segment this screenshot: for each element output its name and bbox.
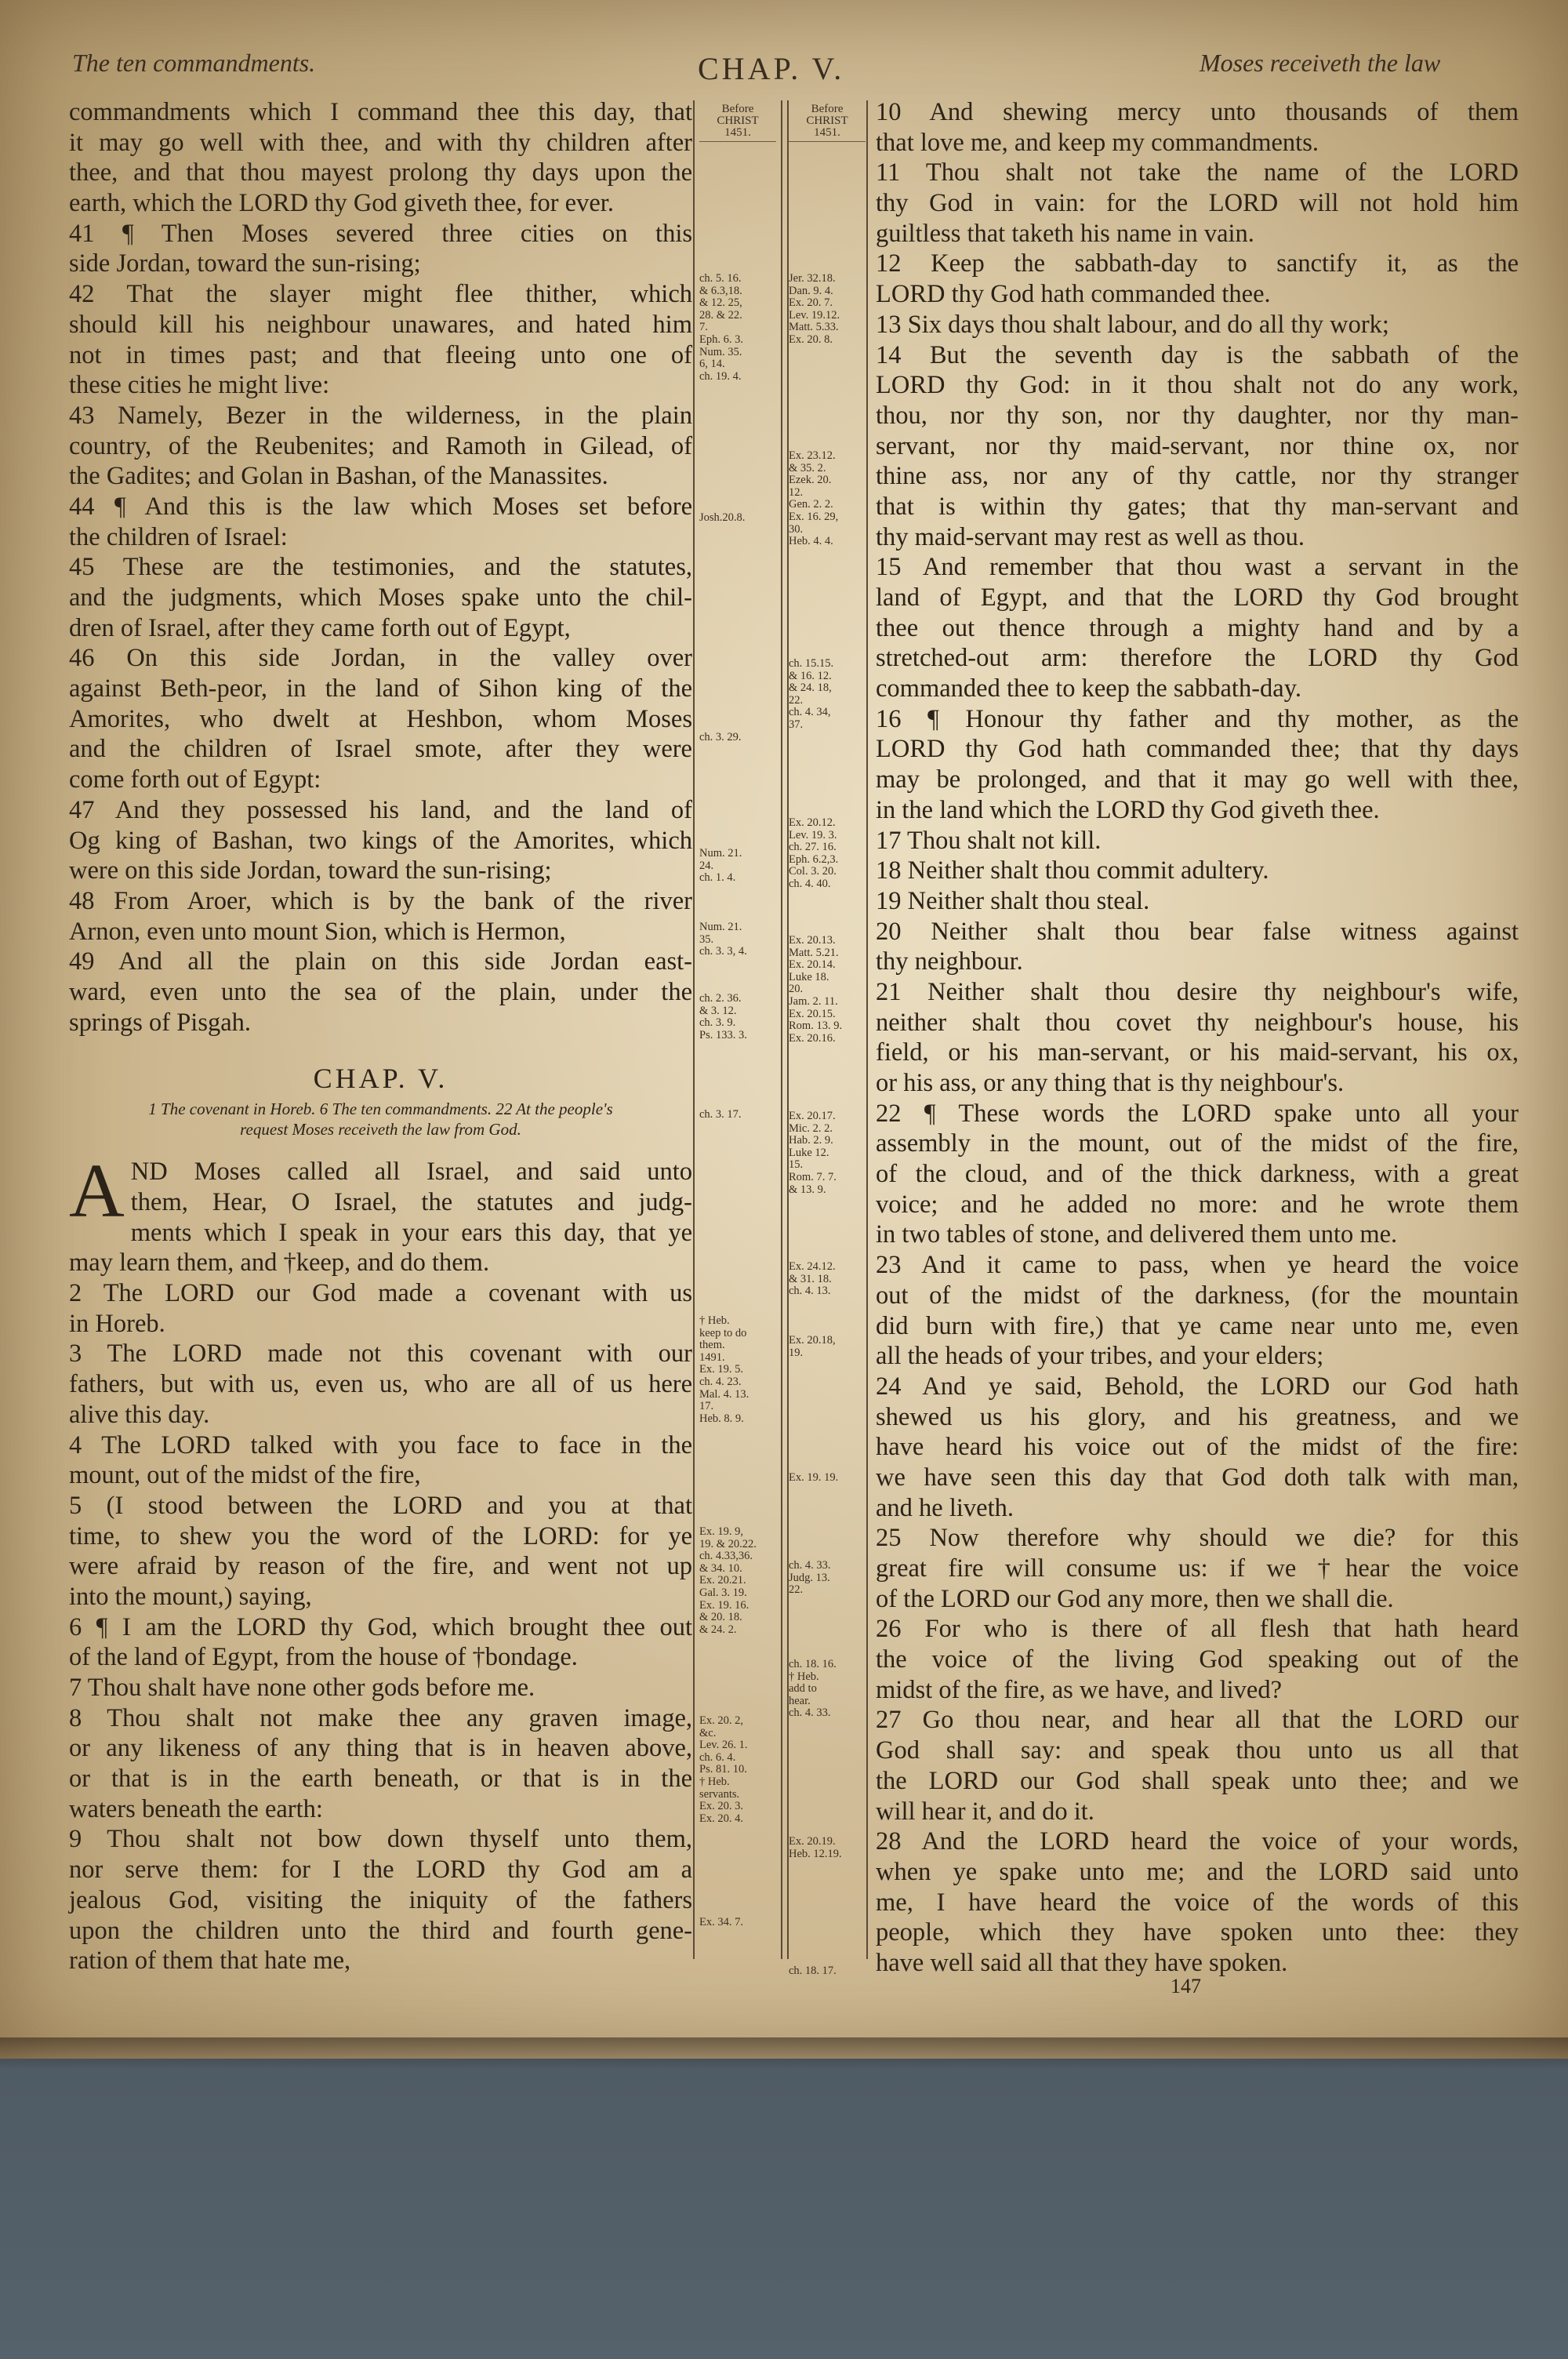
margin-references-2 — [789, 103, 866, 1977]
chapter-summary-line: request Moses receiveth the law from God. — [240, 1120, 521, 1140]
text-line: out of the midst of the darkness, (for the mountain — [876, 1281, 1519, 1310]
margin-note: ch. 15.15. & 16. 12. & 24. 18, 22. ch. 4. 34, 37. — [789, 657, 834, 731]
text-line: in two tables of stone, and delivered them unto me. — [876, 1220, 1398, 1249]
text-line: country, of the Reubenites; and Ramoth in Gilead, of — [69, 431, 692, 460]
text-line: Arnon, even unto mount Sion, which is Hermon, — [69, 917, 566, 946]
text-line: land of Egypt, and that the LORD thy God brought — [876, 583, 1519, 612]
text-line: or that is in the earth beneath, or that is in the — [69, 1765, 692, 1794]
margin-note: Josh.20.8. — [699, 511, 746, 524]
text-line: all the heads of your tribes, and your elders; — [876, 1342, 1324, 1371]
text-line: thou, nor thy son, nor thy daughter, nor thy man- — [876, 401, 1519, 430]
text-line: come forth out of Egypt: — [69, 765, 321, 794]
margin-note: Ex. 20.13. Matt. 5.21. Ex. 20.14. Luke 18. 20. Jam. 2. 11. Ex. 20.15. Rom. 13. 9. Ex. 20.16. — [789, 934, 843, 1045]
page-edge-shadow — [0, 2037, 1568, 2069]
text-line: and he liveth. — [876, 1493, 1014, 1522]
text-line: that is within thy gates; that thy man-servant and — [876, 492, 1519, 521]
text-line: were on this side Jordan, toward the sun-rising; — [69, 856, 552, 885]
text-line: LORD thy God hath commanded thee. — [876, 280, 1271, 309]
text-line: 19 Neither shalt thou steal. — [876, 886, 1150, 915]
text-line: 48 From Aroer, which is by the bank of the river — [69, 886, 692, 915]
text-line: in Horeb. — [69, 1309, 165, 1338]
text-line: commandments which I command thee this day, that — [69, 98, 692, 126]
text-line: 45 These are the testimonies, and the statutes, — [69, 553, 692, 582]
text-line: or any likeness of any thing that is in heaven above, — [69, 1734, 692, 1763]
text-line: LORD thy God hath commanded thee; that thy days — [876, 735, 1519, 764]
text-line: 6 ¶ I am the LORD thy God, which brought thee out — [69, 1612, 692, 1641]
text-line: commanded thee to keep the sabbath-day. — [876, 674, 1301, 703]
text-line: midst of the fire, as we have, and lived? — [876, 1675, 1283, 1704]
margin-header: Before CHRIST 1451. — [699, 104, 776, 142]
chapter-summary-line: 1 The covenant in Horeb. 6 The ten commandments. 22 At the people's — [148, 1100, 613, 1119]
text-line: dren of Israel, after they came forth out of Egypt, — [69, 613, 571, 642]
text-line: 23 And it came to pass, when ye heard the voice — [876, 1251, 1519, 1280]
text-line: 17 Thou shalt not kill. — [876, 826, 1102, 855]
text-line: waters beneath the earth: — [69, 1794, 323, 1823]
text-line: will hear it, and do it. — [876, 1797, 1094, 1826]
text-line: thee, and that thou mayest prolong thy days upon the — [69, 158, 692, 187]
text-line: of the cloud, and of the thick darkness, with a great — [876, 1160, 1519, 1189]
text-line: ND Moses called all Israel, and said unto — [130, 1158, 692, 1187]
spacer — [69, 1038, 692, 1055]
text-line: 16 ¶ Honour thy father and thy mother, as the — [876, 704, 1519, 733]
margin-note: Ex. 23.12. & 35. 2. Ezek. 20. 12. Gen. 2. 2. Ex. 16. 29, 30. Heb. 4. 4. — [789, 449, 839, 548]
text-line: when ye spake unto me; and the LORD said unto — [876, 1857, 1519, 1886]
text-line: may learn them, and †keep, and do them. — [69, 1249, 490, 1278]
text-line: the Gadites; and Golan in Bashan, of the Manassites. — [69, 462, 608, 491]
text-line: 20 Neither shalt thou bear false witness against — [876, 917, 1519, 946]
text-line: these cities he might live: — [69, 371, 330, 400]
drop-cap: A — [69, 1149, 125, 1234]
margin-header: Before CHRIST 1451. — [789, 104, 866, 142]
text-line: me, I have heard the voice of the words of this — [876, 1888, 1519, 1917]
text-line: thine ass, nor any of thy cattle, nor thy stranger — [876, 462, 1519, 491]
text-line: earth, which the LORD thy God giveth thee, for ever. — [69, 189, 614, 218]
text-line: may be prolonged, and that it may go well with thee, — [876, 765, 1519, 794]
margin-note: ch. 5. 16. & 6.3,18. & 12. 25, 28. & 22. 7. Eph. 6. 3. Num. 35. 6, 14. ch. 19. 4. — [699, 272, 743, 383]
margin-note: Jer. 32.18. Dan. 9. 4. Ex. 20. 7. Lev. 19.12. Matt. 5.33. Ex. 20. 8. — [789, 272, 840, 346]
text-line: thy God in vain: for the LORD will not hold him — [876, 189, 1519, 218]
column-rule — [781, 100, 782, 1959]
margin-note: ch. 3. 29. — [699, 731, 742, 743]
deut-4-verses — [69, 97, 692, 1038]
text-line: 12 Keep the sabbath-day to sanctify it, as the — [876, 249, 1519, 278]
text-line: fathers, but with us, even us, who are all of us here — [69, 1370, 692, 1399]
margin-note: Ex. 24.12. & 31. 18. ch. 4. 13. — [789, 1260, 836, 1298]
text-line: 9 Thou shalt not bow down thyself unto them, — [69, 1825, 692, 1854]
margin-note: Ex. 20. 2, &c. Lev. 26. 1. ch. 6. 4. Ps. 81. 10. † Heb. servants. Ex. 20. 3. Ex. 20. 4. — [699, 1714, 748, 1825]
text-line: 21 Neither shalt thou desire thy neighbour's wife, — [876, 977, 1519, 1006]
running-head-left: The ten commandments. — [72, 49, 316, 77]
text-line: thy maid-servant may rest as well as thou. — [876, 522, 1305, 551]
text-line: servant, nor thy maid-servant, nor thine ox, nor — [876, 431, 1519, 460]
text-line: field, or his man-servant, or his maid-servant, his ox, — [876, 1038, 1519, 1067]
text-line: should kill his neighbour unawares, and hated him — [69, 310, 692, 339]
text-line: were afraid by reason of the fire, and went not up — [69, 1552, 692, 1581]
text-line: voice; and he added no more: and he wrote them — [876, 1190, 1519, 1219]
margin-note: Num. 21. 24. ch. 1. 4. — [699, 847, 742, 885]
text-line: 13 Six days thou shalt labour, and do all thy work; — [876, 310, 1389, 339]
text-line: 46 On this side Jordan, in the valley over — [69, 644, 692, 673]
text-line: time, to shew you the word of the LORD: for ye — [69, 1521, 692, 1550]
text-line: 43 Namely, Bezer in the wilderness, in the plain — [69, 401, 692, 430]
text-line: have heard his voice out of the midst of the fire: — [876, 1433, 1519, 1462]
text-line: thee out thence through a mighty hand and by a — [876, 613, 1519, 642]
text-line: mount, out of the midst of the fire, — [69, 1461, 421, 1490]
text-line: springs of Pisgah. — [69, 1008, 252, 1037]
page-number: 147 — [1171, 1975, 1201, 1997]
margin-references-1 — [699, 103, 776, 1928]
text-line: 26 For who is there of all flesh that hath heard — [876, 1615, 1519, 1644]
text-line: people, which they have spoken unto thee: they — [876, 1918, 1519, 1947]
text-line: thy neighbour. — [876, 947, 1023, 976]
text-line: assembly in the mount, out of the midst of the fire, — [876, 1129, 1519, 1158]
text-line: it may go well with thee, and with thy children after — [69, 128, 692, 157]
text-line: have well said all that they have spoken. — [876, 1948, 1288, 1977]
text-line: 27 Go thou near, and hear all that the LORD our — [876, 1706, 1519, 1735]
text-line: 41 ¶ Then Moses severed three cities on this — [69, 219, 692, 248]
margin-note: ch. 3. 17. — [699, 1108, 742, 1121]
text-line: side Jordan, toward the sun-rising; — [69, 249, 421, 278]
text-line: great fire will consume us: if we †hear the voice — [876, 1554, 1519, 1583]
text-line: Og king of Bashan, two kings of the Amorites, which — [69, 826, 692, 855]
text-line: and the judgments, which Moses spake unto the chil- — [69, 583, 692, 612]
text-line: them, Hear, O Israel, the statutes and judg- — [130, 1188, 692, 1216]
running-head-right: Moses receiveth the law — [1200, 49, 1441, 77]
text-line: Amorites, who dwelt at Heshbon, whom Moses — [69, 704, 692, 733]
text-line: the voice of the living God speaking out of the — [876, 1645, 1519, 1674]
text-line: 4 The LORD talked with you face to face in the — [69, 1430, 692, 1459]
text-line: that love me, and keep my commandments. — [876, 128, 1319, 157]
text-line: 44 ¶ And this is the law which Moses set before — [69, 492, 692, 521]
right-text-column — [876, 97, 1519, 1979]
margin-note: ch. 4. 33. Judg. 13. 22. — [789, 1559, 831, 1597]
text-line: 42 That the slayer might flee thither, which — [69, 280, 692, 309]
text-line: the children of Israel: — [69, 522, 288, 551]
text-line: 7 Thou shalt have none other gods before me. — [69, 1674, 535, 1702]
spacer — [69, 1140, 692, 1157]
text-line: 15 And remember that thou wast a servant in the — [876, 553, 1519, 582]
text-line: against Beth-peor, in the land of Sihon king of the — [69, 674, 692, 703]
text-line: in the land which the LORD thy God giveth thee. — [876, 795, 1380, 824]
text-line: 8 Thou shalt not make thee any graven image, — [69, 1703, 692, 1732]
text-line: 47 And they possessed his land, and the land of — [69, 795, 692, 824]
text-line: upon the children unto the third and fourth gene- — [69, 1916, 692, 1945]
text-line: stretched-out arm: therefore the LORD thy God — [876, 644, 1519, 673]
margin-note: Ex. 20.17. Mic. 2. 2. Hab. 2. 9. Luke 12. 15. Rom. 7. 7. & 13. 9. — [789, 1110, 837, 1196]
text-line: the LORD our God shall speak unto thee; and we — [876, 1766, 1519, 1795]
text-line: 28 And the LORD heard the voice of your words, — [876, 1827, 1519, 1856]
margin-note: ch. 2. 36. & 3. 12. ch. 3. 9. Ps. 133. 3. — [699, 992, 747, 1041]
text-line: alive this day. — [69, 1400, 210, 1429]
text-line: 14 But the seventh day is the sabbath of the — [876, 340, 1519, 369]
text-line: 11 Thou shalt not take the name of the LORD — [876, 158, 1519, 187]
margin-note: ch. 18. 16. † Heb. add to hear. ch. 4. 33. — [789, 1658, 837, 1720]
text-line: 3 The LORD made not this covenant with our — [69, 1339, 692, 1369]
text-line: 5 (I stood between the LORD and you at that — [69, 1491, 692, 1520]
chapter-5-body — [69, 1149, 692, 1976]
text-line: God shall say: and speak thou unto us all that — [876, 1736, 1519, 1765]
text-line: 49 And all the plain on this side Jordan east- — [69, 947, 692, 976]
margin-note: Num. 21. 35. ch. 3. 3, 4. — [699, 921, 747, 958]
text-line: ward, even unto the sea of the plain, under the — [69, 977, 692, 1006]
text-line: 18 Neither shalt thou commit adultery. — [876, 856, 1269, 885]
text-line: jealous God, visiting the iniquity of the fathers — [69, 1885, 692, 1914]
text-line: 2 The LORD our God made a covenant with us — [69, 1279, 692, 1308]
text-line: did burn with fire,) that ye came near unto me, even — [876, 1311, 1519, 1340]
margin-note: Ex. 20.19. Heb. 12.19. — [789, 1835, 842, 1860]
text-line: we have seen this day that God doth talk with man, — [876, 1463, 1519, 1492]
column-rule — [693, 100, 695, 1959]
text-line: not in times past; and that fleeing unto one of — [69, 340, 692, 369]
text-line: of the land of Egypt, from the house of †bondage. — [69, 1643, 578, 1672]
text-line: shewed us his glory, and his greatness, and we — [876, 1402, 1519, 1431]
margin-note: ch. 18. 17. — [789, 1965, 837, 1977]
text-line: nor serve them: for I the LORD thy God am a — [69, 1856, 692, 1885]
margin-note: Ex. 20.12. Lev. 19. 3. ch. 27. 16. Eph. 6.2,3. Col. 3. 20. ch. 4. 40. — [789, 816, 839, 890]
margin-note: Ex. 19. 9, 19. & 20.22. ch. 4.33,36. & 34. 10. Ex. 20.21. Gal. 3. 19. Ex. 19. 16. & 20. 18. & 24. 2. — [699, 1525, 757, 1636]
margin-note: † Heb. keep to do them. 1491. Ex. 19. 5. ch. 4. 23. Mal. 4. 13. 17. Heb. 8. 9. — [699, 1314, 750, 1425]
margin-note: Ex. 20.18, 19. — [789, 1334, 836, 1359]
text-line: 24 And ye said, Behold, the LORD our God hath — [876, 1372, 1519, 1401]
margin-note: Ex. 19. 19. — [789, 1471, 839, 1484]
column-rule — [866, 100, 868, 1959]
text-line: 10 And shewing mercy unto thousands of them — [876, 98, 1519, 126]
running-head-center: CHAP. V. — [698, 51, 845, 86]
text-line: and the children of Israel smote, after they were — [69, 735, 692, 764]
text-line: LORD thy God: in it thou shalt not do any work, — [876, 371, 1519, 400]
chapter-heading: CHAP. V. — [313, 1063, 448, 1095]
text-line: 25 Now therefore why should we die? for this — [876, 1524, 1519, 1553]
text-line: or his ass, or any thing that is thy neighbour's. — [876, 1069, 1345, 1097]
margin-note: Ex. 34. 7. — [699, 1916, 743, 1928]
text-line: into the mount,) saying, — [69, 1582, 312, 1611]
text-line: 22 ¶ These words the LORD spake unto all your — [876, 1099, 1519, 1128]
text-line: ration of them that hate me, — [69, 1946, 351, 1976]
left-text-column — [69, 97, 692, 1976]
text-line: neither shalt thou covet thy neighbour's house, his — [876, 1008, 1519, 1037]
text-line: guiltless that taketh his name in vain. — [876, 219, 1254, 248]
text-line: of the LORD our God any more, then we shall die. — [876, 1584, 1394, 1613]
text-line: ments which I speak in your ears this day, that ye — [130, 1218, 692, 1247]
